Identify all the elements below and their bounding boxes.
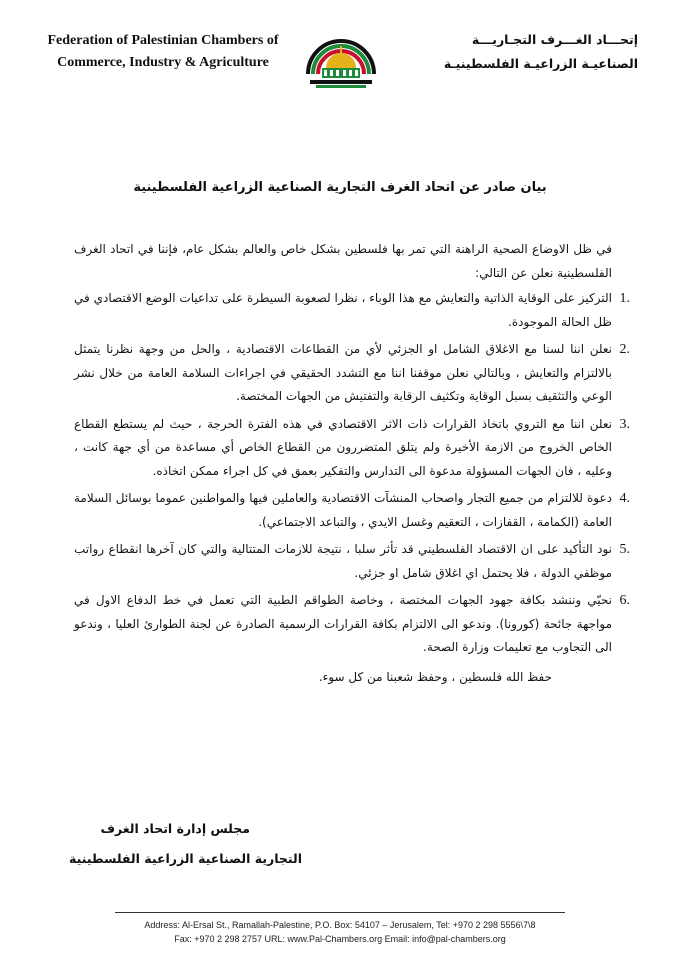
letterhead-arabic-line1: إتحـــاد الغـــرف التجـاريـــة bbox=[471, 32, 638, 47]
footer-contact: Fax: +970 2 298 2757 URL: www.Pal-Chambers.org Email: info@pal-chambers.org bbox=[174, 934, 506, 944]
item-number: 5. bbox=[619, 542, 630, 557]
letterhead-english-line2: Commerce, Industry & Agriculture bbox=[57, 55, 269, 70]
item-text: التركيز على الوقاية الذاتية والتعايش مع هذا الوباء ، نظرا لصعوبة السيطرة على تداعيات الوضع الاقتصادي في ظل الحالة الموجودة. bbox=[74, 291, 612, 329]
list-item bbox=[74, 487, 630, 534]
letterhead-arabic-line2: الصناعيـة الزراعيـة الفلسطينيـة bbox=[443, 56, 638, 71]
item-number: 2. bbox=[619, 342, 630, 357]
item-text: دعوة للالتزام من جميع التجار واصحاب المنشآت الاقتصادية والعاملين فيها والمواطنين عموما بوسائل السلامة العامة (الكمامة ، القفازات ، التعقيم وغسل الايدي ، والتباعد الاجتماعي). bbox=[74, 491, 612, 529]
signature-line2: التجارية الصناعية الزراعية الفلسطينية bbox=[69, 851, 302, 866]
signature-block bbox=[42, 814, 302, 874]
list-item bbox=[74, 287, 630, 334]
item-text: نعلن اننا مع التروي باتخاذ القرارات ذات الاثر الاقتصادي في هذه الفترة الحرجة ، حيث لم يستطع القطاع الخاص الخروج من الازمة الأخيرة ولم يتلق المتضررون من القطاع الخاص أي مساعدة من أي جهة كانت ، وعليه ، فان الجهات المسؤولة مدعوة الى التدارس والتفكير بعمق في كل اجراء ممكن اتخاذه. bbox=[74, 416, 612, 478]
list-item bbox=[74, 413, 630, 484]
footer bbox=[60, 918, 620, 946]
closing-line: حفظ الله فلسطين ، وحفظ شعبنا من كل سوء. bbox=[318, 669, 552, 684]
letterhead-arabic bbox=[438, 28, 638, 76]
item-text: نود التأكيد على ان الاقتصاد الفلسطيني قد تأثر سلبا ، نتيجة للازمات المتتالية والتي كان آخرها انقطاع رواتب موظفي الدولة ، فلا يحتمل اي اغلاق شامل او جزئي. bbox=[74, 542, 612, 580]
item-number: 1. bbox=[619, 291, 630, 306]
list-item bbox=[74, 338, 630, 409]
statement-title: بيان صادر عن اتحاد الغرف التجارية الصناعية الزراعية الفلسطينية bbox=[133, 180, 547, 195]
item-text: نحيّي وننشد بكافة جهود الجهات المختصة ، وخاصة الطواقم الطبية التي تعمل في خط الدفاع الاول في مواجهة جائحة (كورونا). وندعو الى الالتزام بكافة القرارات الرسمية الصادرة عن لجنة الطوارئ العليا ، وندعو الى التجاوب مع تعليمات وزارة الصحة. bbox=[74, 593, 612, 654]
intro-paragraph: في ظل الاوضاع الصحية الراهنة التي تمر بها فلسطين بشكل خاص والعالم بشكل عام، فإننا في اتحاد الغرف الفلسطينية نعلن عن التالي: bbox=[74, 242, 612, 280]
letterhead-english-line1: Federation of Palestinian Chambers of bbox=[47, 33, 279, 48]
item-number: 3. bbox=[619, 416, 630, 432]
footer-address: Address: Al-Ersal St., Ramallah-Palestine, P.O. Box: 54107 – Jerusalem, Tel: +970 2 298 5556\7\8 bbox=[144, 920, 536, 930]
letterhead-english bbox=[28, 30, 298, 74]
item-number: 4. bbox=[619, 491, 630, 506]
statement-body bbox=[74, 238, 630, 689]
footer-divider bbox=[115, 912, 565, 913]
list-item bbox=[74, 538, 630, 585]
item-number: 6. bbox=[619, 593, 630, 608]
federation-logo-dome-icon bbox=[302, 22, 380, 92]
list-item bbox=[74, 589, 630, 660]
item-text: نعلن اننا لسنا مع الاغلاق الشامل او الجزئي لأي من القطاعات الاقتصادية ، والحل من وجهة نظرنا يتمثل بالالتزام والتعايش ، وبالتالي نعلن موقفنا اننا مع التشدد الحقيقي في اجراءات السلامة العامة من خلال نشر الوعي والتثقيف بسبل الوقاية وتكثيف الرقابة والتفتيش من الجهات المختصة. bbox=[74, 342, 612, 403]
signature-line1: مجلس إدارة اتحاد الغرف bbox=[100, 821, 250, 836]
letterhead bbox=[0, 0, 680, 100]
